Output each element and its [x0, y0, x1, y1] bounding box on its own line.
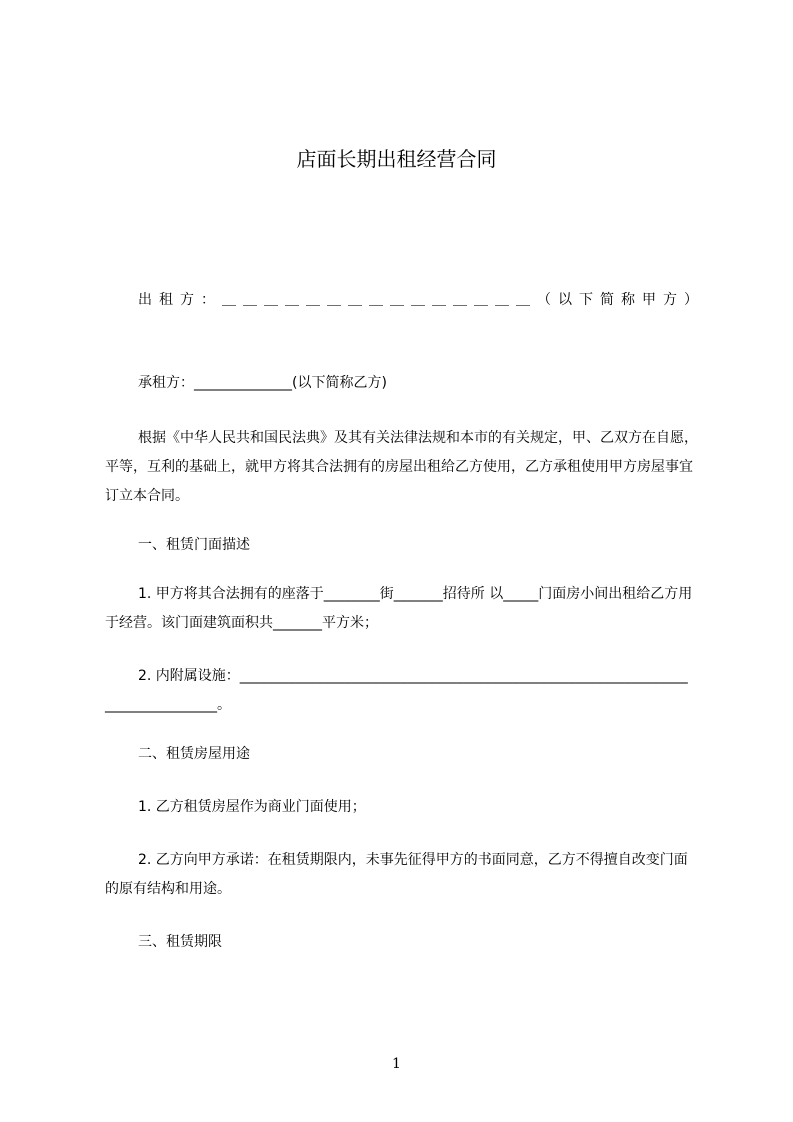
lessor-char: 以 — [558, 292, 572, 308]
lessor-char: 租 — [159, 292, 173, 308]
lessor-char: 方 — [180, 292, 194, 308]
lessor-char: 称 — [621, 292, 635, 308]
lessor-char: ＿ — [306, 292, 320, 308]
lessor-char: ＿ — [453, 292, 467, 308]
lessor-char: （ — [537, 292, 551, 308]
lessor-char: ＿ — [495, 292, 509, 308]
lessor-char: ＿ — [348, 292, 362, 308]
lessor-char: ＿ — [516, 292, 530, 308]
section-3-title: 三、租赁期限 — [138, 934, 222, 950]
lessor-char: ＿ — [243, 292, 257, 308]
lessor-char: 甲 — [642, 292, 656, 308]
lessor-char: ： — [201, 292, 215, 308]
lessor-char: ＿ — [327, 292, 341, 308]
lessor-char: 出 — [138, 292, 152, 308]
lessor-char: ＿ — [285, 292, 299, 308]
section-1-title: 一、租赁门面描述 — [138, 537, 250, 553]
lessor-char: 下 — [579, 292, 593, 308]
section-2-item-1: 1. 乙方租赁房屋作为商业门面使用； — [138, 799, 366, 815]
lessor-line — [138, 292, 698, 308]
lessor-char: 简 — [600, 292, 614, 308]
section-1-item-2-line-2: ________________。 — [105, 697, 231, 713]
intro-paragraph: 根据《中华人民共和国民法典》及其有关法律法规和本市的有关规定，甲、乙双方在自愿，平等，互利的基础上，就甲方将其合法拥有的房屋出租给乙方使用，乙方承租使用甲方房屋事宜订立本合同。 — [105, 430, 698, 504]
lessor-char: ） — [684, 292, 698, 308]
lessor-char: ＿ — [369, 292, 383, 308]
lessor-char: ＿ — [474, 292, 488, 308]
section-2-title: 二、租赁房屋用途 — [138, 746, 250, 762]
lessor-char: ＿ — [432, 292, 446, 308]
lessee-line: 承租方：______________(以下简称乙方) — [138, 375, 387, 391]
section-2-item-2: 2. 乙方向甲方承诺：在租赁期限内，未事先征得甲方的书面同意，乙方不得擅自改变门面的原有结构和用途。 — [105, 852, 688, 897]
contract-title: 店面长期出租经营合同 — [296, 147, 497, 171]
page-number: 1 — [392, 1056, 401, 1072]
lessor-char: ＿ — [222, 292, 236, 308]
lessor-char: ＿ — [264, 292, 278, 308]
section-1-item-1: 1. 甲方将其合法拥有的座落于________街_______招待所 以_____门面房小间出租给乙方用于经营。该门面建筑面积共_______平方米； — [105, 586, 693, 631]
lessor-char: ＿ — [411, 292, 425, 308]
lessor-char: ＿ — [390, 292, 404, 308]
lessor-char: 方 — [663, 292, 677, 308]
section-1-item-2-line-1: 2. 内附属设施：________________________________________________________________ — [138, 668, 688, 684]
